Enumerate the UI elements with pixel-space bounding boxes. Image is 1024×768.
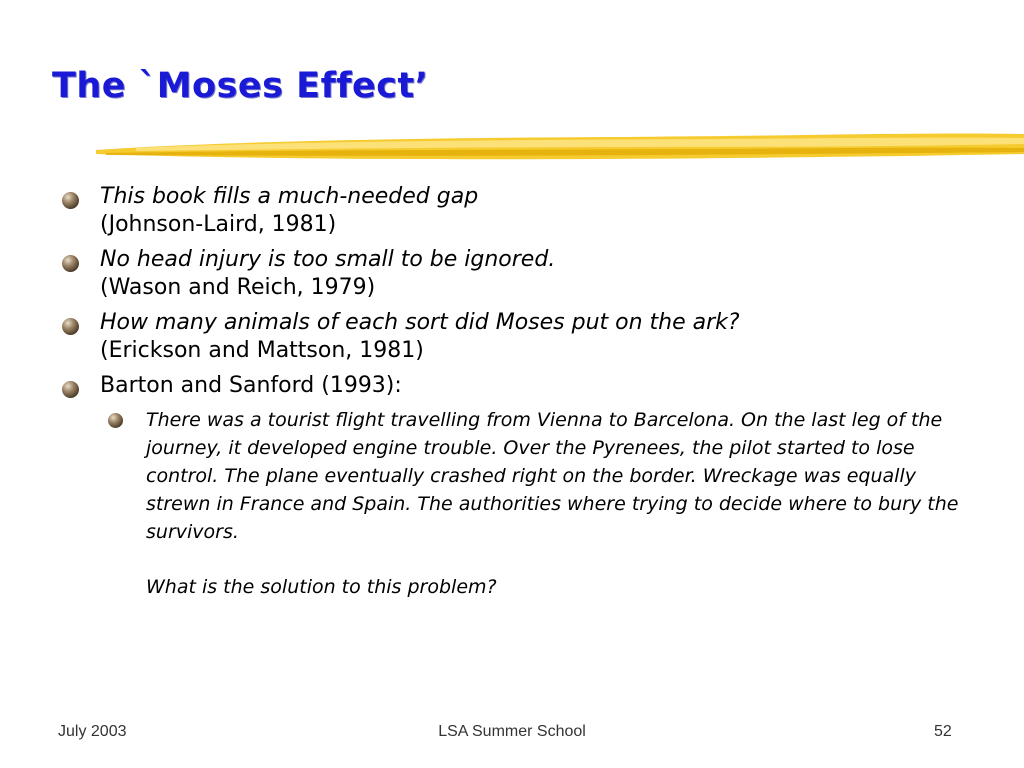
footer-page-number: 52 <box>934 723 952 740</box>
bullet-citation: (Johnson-Laird, 1981) <box>100 212 337 237</box>
sub-bullet-ball-icon <box>108 413 123 428</box>
bullet-quote: This book fills a much-needed gap <box>100 184 479 209</box>
bullet-item-3 <box>62 309 992 365</box>
bullet-ball-icon <box>62 192 79 209</box>
puzzle-paragraph: There was a tourist flight travelling from Vienna to Barcelona. On the last leg of the journey, it developed engine trouble. Over the Pyrenees, the pilot started to lose control. The plane eventually crashed right on the border. Wreckage was equally strewn in France and Spain. The authorities where trying to decide where to bury the survivors. <box>146 409 959 543</box>
sub-bullet-list <box>108 406 992 601</box>
bullet-item-2 <box>62 246 992 302</box>
bullet-ball-icon <box>62 318 79 335</box>
slide-title: The `Moses Effect’ <box>52 66 429 106</box>
highlighter-stroke-decoration <box>96 128 1024 168</box>
bullet-item-4 <box>62 372 992 601</box>
bullet-citation: (Wason and Reich, 1979) <box>100 275 376 300</box>
bullet-quote: How many animals of each sort did Moses put on the ark? <box>100 310 740 335</box>
bullet-text: Barton and Sanford (1993): <box>100 373 402 398</box>
bullet-ball-icon <box>62 255 79 272</box>
footer-date: July 2003 <box>58 723 127 740</box>
bullet-quote: No head injury is too small to be ignored. <box>100 247 556 272</box>
puzzle-question: What is the solution to this problem? <box>146 576 497 598</box>
bullet-list <box>62 183 992 608</box>
bullet-ball-icon <box>62 381 79 398</box>
sub-bullet-item <box>108 406 966 601</box>
footer-event: LSA Summer School <box>438 723 586 740</box>
bullet-item-1 <box>62 183 992 239</box>
bullet-citation: (Erickson and Mattson, 1981) <box>100 338 424 363</box>
